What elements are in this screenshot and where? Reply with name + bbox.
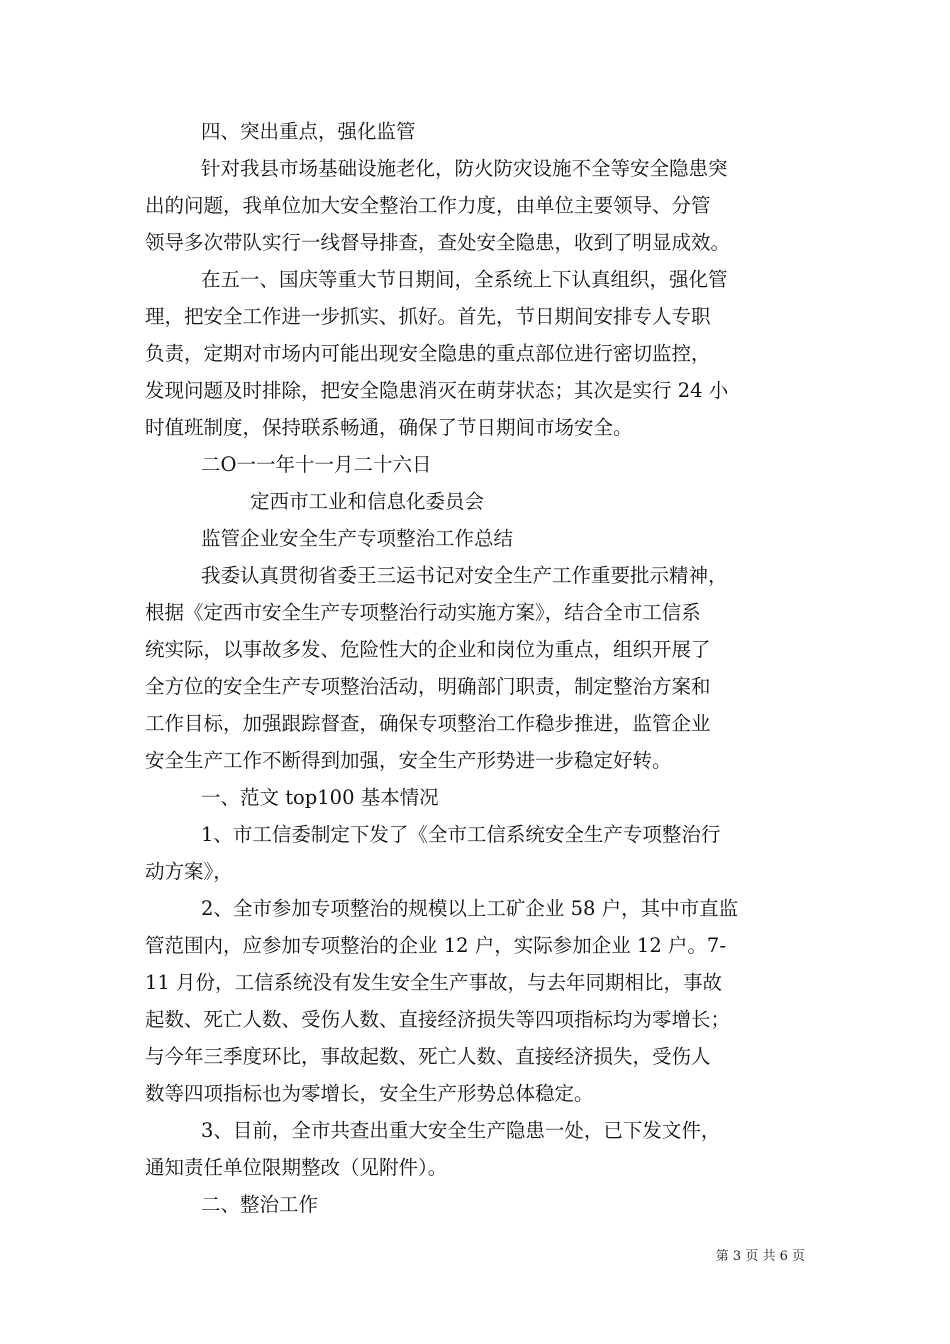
paragraph-line: 2、全市参加专项整治的规模以上工矿企业 58 户，其中市直监	[201, 897, 739, 920]
organization-line: 定西市工业和信息化委员会	[250, 490, 485, 513]
paragraph-line: 通知责任单位限期整改（见附件）。	[145, 1156, 448, 1179]
paragraph-line: 全方位的安全生产专项整治活动，明确部门职责，制定整治方案和	[145, 675, 711, 698]
paragraph-line: 我委认真贯彻省委王三运书记对安全生产工作重要批示精神，	[201, 564, 728, 587]
paragraph-line: 在五一、国庆等重大节日期间，全系统上下认真组织，强化管	[201, 268, 728, 291]
paragraph-line: 3、目前，全市共查出重大安全生产隐患一处，已下发文件，	[201, 1119, 721, 1142]
paragraph-line: 1、市工信委制定下发了《全市工信系统安全生产专项整治行	[201, 823, 721, 846]
paragraph-line: 统实际，以事故多发、危险性大的企业和岗位为重点，组织开展了	[145, 638, 711, 661]
section-heading: 二、整治工作	[201, 1193, 319, 1216]
paragraph-line: 安全生产工作不断得到加强，安全生产形势进一步稳定好转。	[145, 749, 672, 772]
document-body	[145, 118, 810, 1228]
section-heading: 一、范文 top100 基本情况	[201, 786, 439, 809]
paragraph-line: 时值班制度，保持联系畅通，确保了节日期间市场安全。	[145, 416, 633, 439]
document-title: 监管企业安全生产专项整治工作总结	[201, 527, 514, 550]
page-number: 第 3 页 共 6 页	[715, 1249, 805, 1264]
paragraph-line: 与今年三季度环比，事故起数、死亡人数、直接经济损失，受伤人	[145, 1045, 711, 1068]
paragraph-line: 针对我县市场基础设施老化，防火防灾设施不全等安全隐患突	[201, 157, 728, 180]
paragraph-line: 根据《定西市安全生产专项整治行动实施方案》，结合全市工信系	[145, 601, 701, 624]
paragraph-line: 领导多次带队实行一线督导排查，查处安全隐患，收到了明显成效。	[145, 231, 731, 254]
paragraph-line: 负责，定期对市场内可能出现安全隐患的重点部位进行密切监控，	[145, 342, 711, 365]
paragraph-line: 动方案》，	[145, 860, 233, 883]
paragraph-line: 出的问题，我单位加大安全整治工作力度，由单位主要领导、分管	[145, 194, 711, 217]
paragraph-line: 发现问题及时排除，把安全隐患消灭在萌芽状态；其次是实行 24 小	[145, 379, 729, 402]
section-heading: 四、突出重点，强化监管	[201, 120, 416, 143]
paragraph-line: 理，把安全工作进一步抓实、抓好。首先，节日期间安排专人专职	[145, 305, 711, 328]
paragraph-line: 数等四项指标也为零增长，安全生产形势总体稳定。	[145, 1082, 594, 1105]
paragraph-line: 11 月份，工信系统没有发生安全生产事故，与去年同期相比，事故	[145, 971, 723, 994]
date-line: 二О一一年十一月二十六日	[201, 453, 432, 476]
paragraph-line: 起数、死亡人数、受伤人数、直接经济损失等四项指标均为零增长；	[145, 1008, 731, 1031]
paragraph-line: 管范围内，应参加专项整治的企业 12 户，实际参加企业 12 户。7-	[145, 934, 726, 957]
paragraph-line: 工作目标，加强跟踪督查，确保专项整治工作稳步推进，监管企业	[145, 712, 711, 735]
